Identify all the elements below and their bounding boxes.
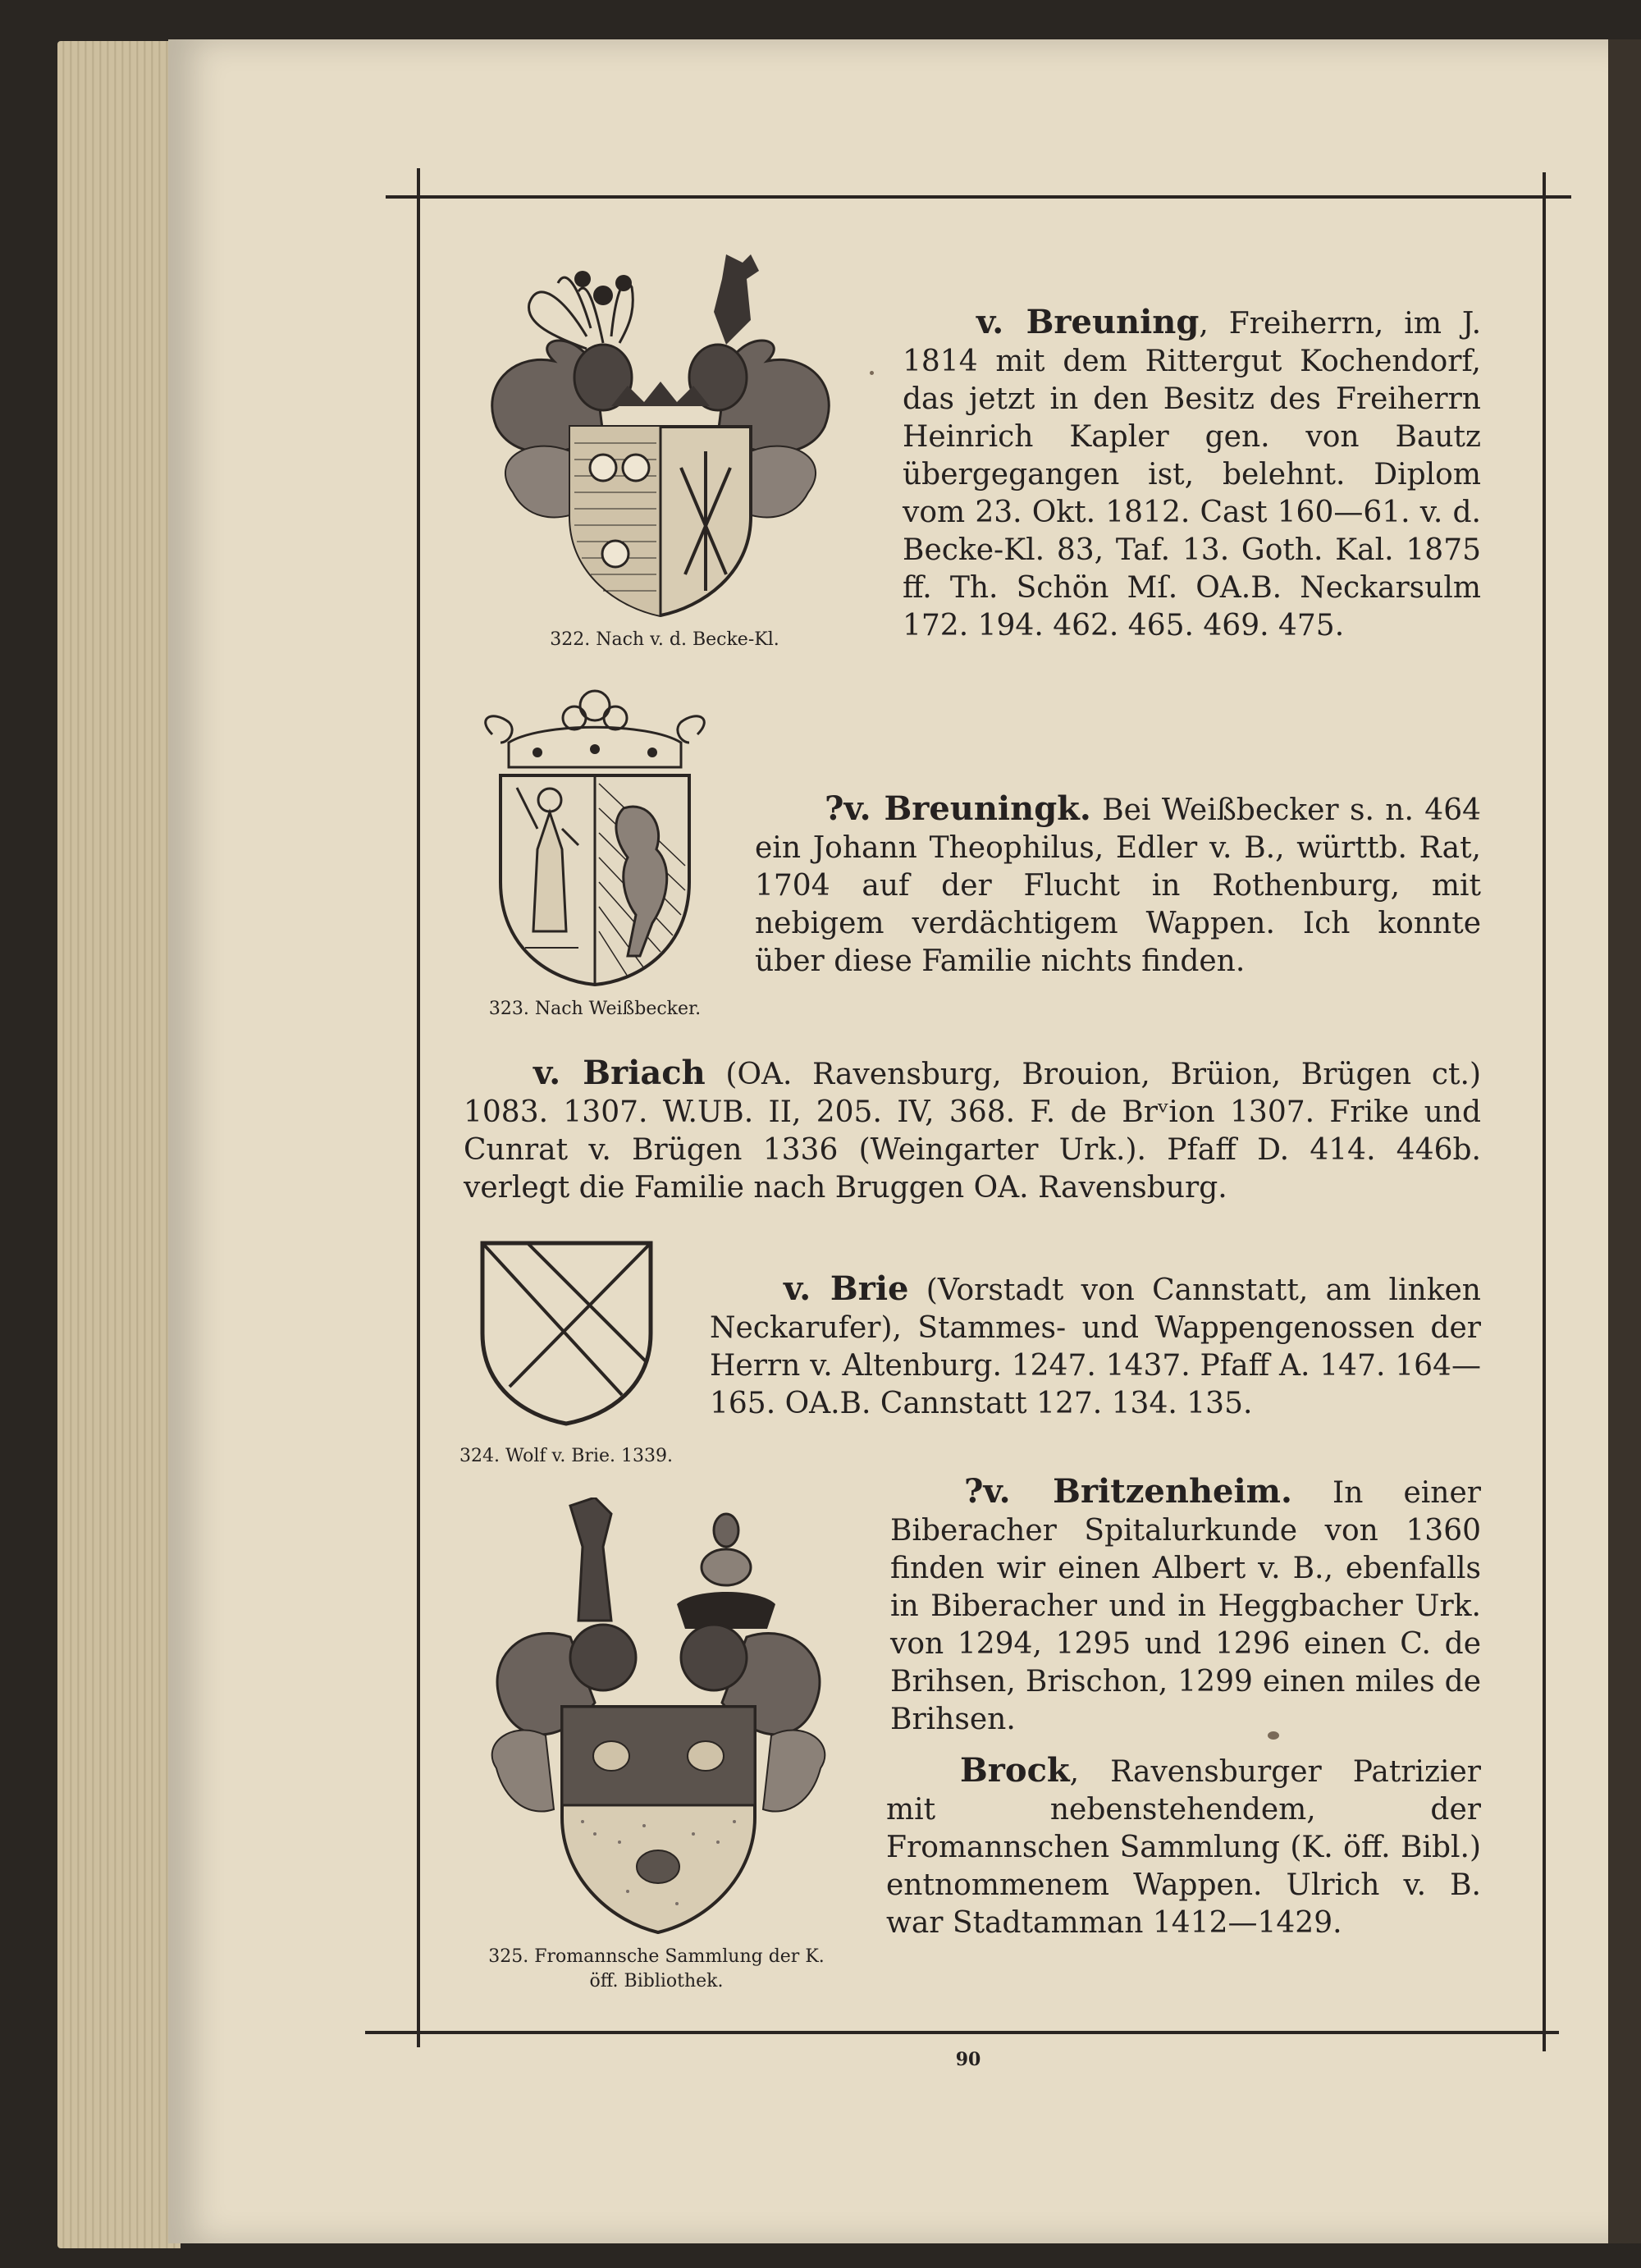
coat-of-arms-324 [478, 1239, 655, 1428]
entry-breuningk-text: Bei Weißbecker s. n. 464 ein Johann Theophilus, Edler v. B., württb. Rat, 1704 auf der Flucht in Rothenburg, mit nebigem verdächtigem Wappen. Ich konnte über diese Familie nichts finden. [755, 793, 1481, 978]
entry-brock-text: , Ravensburger Patrizier mit nebenstehendem, der Fromannschen Sammlung (K. öff. Bibl.) entnommenem Wappen. Ulrich v. B. war Stadtamman 1412—1429. [886, 1755, 1481, 1940]
paper-fleck [870, 371, 874, 375]
entry-britzenheim-text: In einer Biberacher Spitalurkunde von 1360 finden wir einen Albert v. B., ebenfalls in Biberacher und in Heggbacher Urk. von 1294, 1295 und 1296 einen C. de Brihsen, Brischon, 1299 einen miles de Brihsen. [890, 1476, 1481, 1736]
entry-britzenheim [890, 1473, 1481, 1739]
book-cover-edge [1608, 39, 1641, 2243]
entry-brie-head: v. Brie [784, 1269, 909, 1308]
coat-of-arms-325 [480, 1498, 837, 1936]
frame-bottom-rule [365, 2031, 1559, 2034]
entry-brie-text: (Vorstadt von Cannstatt, am linken Neckarufer), Stammes- und Wappengenossen der Herrn v. Altenburg. 1247. 1437. Pfaff A. 147. 164—165. OA.B. Cannstatt 127. 134. 135. [710, 1273, 1481, 1420]
entry-breuning-text: , Freiherrn, im J. 1814 mit dem Rittergut Kochendorf, das jetzt in den Besitz des Freiherrn Heinrich Kapler gen. von Bautz übergegangen ist, belehnt. Diplom vom 23. Okt. 1812. Cast 160—61. v. d. Becke-Kl. 83, Taf. 13. Goth. Kal. 1875 ff. Th. Schön Mſ. OA.B. Neckarsulm 172. 194. 462. 465. 469. 475. [903, 307, 1482, 642]
caption-325: 325. Fromannsche Sammlung der K. öff. Bibliothek. [488, 1946, 825, 1991]
entry-breuningk [755, 790, 1481, 981]
caption-322: 322. Nach v. d. Becke-Kl. [550, 629, 779, 650]
entry-briach-text: (OA. Ravensburg, Brouion, Brüion, Brügen ct.) 1083. 1307. W.UB. II, 205. IV, 368. F. de Brᵛion 1307. Frike und Cunrat v. Brügen 1336 (Weingarter Urk.). Pfaff D. 414. 446b. verlegt die Familie nach Bruggen OA. Ravensburg. [464, 1058, 1481, 1205]
caption-323: 323. Nach Weißbecker. [488, 999, 702, 1019]
entry-breuning [903, 304, 1481, 645]
coat-of-arms-323 [476, 685, 714, 989]
entry-brock-head: Brock [960, 1751, 1070, 1790]
frame-top-rule [386, 195, 1571, 199]
entry-britzenheim-head: ?v. Britzenheim. [964, 1472, 1292, 1511]
entry-brie [710, 1270, 1481, 1423]
frame-left-rule [417, 168, 420, 2047]
entry-briach [464, 1054, 1481, 1207]
entry-briach-head: v. Briach [533, 1054, 706, 1092]
coat-of-arms-322 [480, 246, 841, 624]
book-page-edges [57, 41, 181, 2248]
entry-brock [886, 1752, 1481, 1942]
page-number: 90 [955, 2049, 981, 2070]
frame-right-rule [1543, 172, 1546, 2051]
paper-fleck [1268, 1731, 1279, 1740]
caption-324: 324. Wolf v. Brie. 1339. [459, 1446, 674, 1466]
entry-breuningk-head: ?v. Breuningk. [825, 789, 1091, 828]
entry-breuning-head: v. Breuning [976, 303, 1200, 341]
